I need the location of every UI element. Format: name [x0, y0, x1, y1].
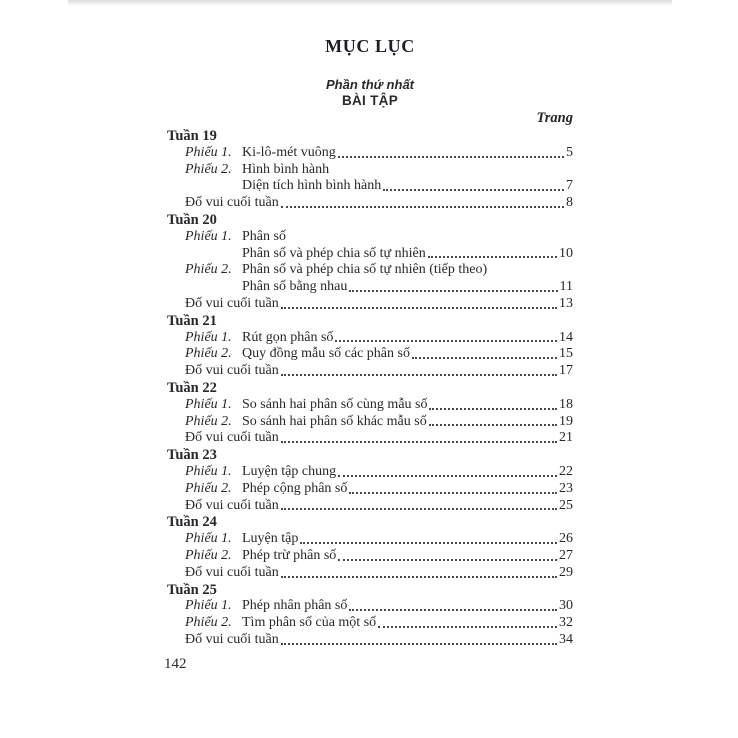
dot-leader — [429, 408, 557, 410]
toc-entry-row — [167, 346, 573, 363]
toc-entry-row — [167, 229, 573, 246]
entry-title: Đố vui cuối tuần — [185, 195, 279, 211]
dot-leader — [338, 559, 557, 561]
dot-leader — [338, 156, 564, 158]
entry-title: Phép nhân phân số — [242, 598, 348, 614]
entry-title: Phân số — [242, 228, 286, 244]
entry-title: Đố vui cuối tuần — [185, 295, 279, 311]
page-number: 21 — [559, 430, 573, 446]
entry-title: Đố vui cuối tuần — [185, 430, 279, 446]
toc-entry-row — [167, 464, 573, 481]
entry-title: Phép trừ phân số — [242, 547, 337, 563]
toc-entry-row — [167, 262, 573, 279]
toc-continuation-row — [167, 246, 573, 263]
toc-entry-row — [167, 162, 573, 179]
toc-week-heading — [167, 212, 573, 229]
toc-week-heading — [167, 128, 573, 145]
week-label: Tuần 21 — [167, 312, 217, 329]
dot-leader — [281, 643, 557, 645]
toc-week-heading — [167, 514, 573, 531]
page-title: MỤC LỤC — [325, 36, 415, 56]
page-number: 18 — [559, 396, 573, 412]
toc-entry-row — [167, 598, 573, 615]
entry-label: Phiếu 1. — [185, 144, 232, 160]
toc-list — [167, 128, 573, 649]
page-number: 32 — [559, 615, 573, 631]
dot-leader — [281, 307, 557, 309]
page-number: 14 — [559, 329, 573, 345]
toc-entry-row — [167, 397, 573, 414]
dot-leader — [349, 609, 557, 611]
entry-label: Phiếu 2. — [185, 480, 232, 496]
entry-label: Phiếu 2. — [185, 262, 232, 278]
toc-quiz-row — [167, 195, 573, 212]
entry-label: Phiếu 1. — [185, 228, 232, 244]
toc-quiz-row — [167, 498, 573, 515]
toc-entry-row — [167, 548, 573, 565]
dot-leader — [378, 626, 557, 628]
week-label: Tuần 19 — [167, 128, 217, 144]
entry-label: Phiếu 2. — [185, 413, 232, 429]
toc-continuation-row — [167, 279, 573, 296]
dot-leader — [383, 189, 564, 191]
dot-leader — [349, 492, 557, 494]
entry-title: Luyện tập — [242, 531, 299, 547]
folio-page-number: 142 — [164, 656, 187, 672]
entry-title: Phân số và phép chia số tự nhiên (tiếp theo) — [242, 262, 488, 278]
dot-leader — [335, 340, 557, 342]
part-label: Phần thứ nhất — [326, 77, 414, 92]
page-number: 8 — [566, 195, 573, 211]
page-number: 17 — [559, 363, 573, 379]
entry-title: So sánh hai phân số cùng mẫu số — [242, 396, 428, 412]
entry-title: Rút gọn phân số — [242, 329, 334, 345]
entry-title: Ki-lô-mét vuông — [242, 144, 336, 160]
toc-week-heading — [167, 582, 573, 599]
page-column-header: Trang — [536, 110, 573, 126]
dot-leader — [428, 256, 557, 258]
entry-title: Đố vui cuối tuần — [185, 564, 279, 580]
toc-quiz-row — [167, 430, 573, 447]
entry-label: Phiếu 2. — [185, 161, 232, 177]
entry-title: Hình bình hành — [242, 161, 330, 177]
toc-quiz-row — [167, 363, 573, 380]
toc-entry-row — [167, 531, 573, 548]
entry-title: Phép cộng phân số — [242, 480, 348, 496]
toc-week-heading — [167, 447, 573, 464]
week-label: Tuần 25 — [167, 581, 217, 598]
dot-leader — [281, 206, 564, 208]
entry-label: Phiếu 2. — [185, 615, 232, 631]
page-number: 10 — [559, 245, 573, 261]
dot-leader — [281, 576, 557, 578]
toc-week-heading — [167, 313, 573, 330]
entry-title: Diện tích hình bình hành — [242, 178, 382, 194]
dot-leader — [281, 374, 557, 376]
toc-entry-row — [167, 481, 573, 498]
page-number: 11 — [559, 279, 573, 295]
toc-quiz-row — [167, 632, 573, 649]
week-label: Tuần 22 — [167, 379, 217, 396]
toc-entry-row — [167, 615, 573, 632]
entry-title: So sánh hai phân số khác mẫu số — [242, 413, 427, 429]
week-label: Tuần 23 — [167, 447, 217, 464]
toc-entry-row — [167, 145, 573, 162]
toc-continuation-row — [167, 178, 573, 195]
dot-leader — [281, 441, 557, 443]
toc-entry-row — [167, 330, 573, 347]
dot-leader — [349, 290, 557, 292]
dot-leader — [300, 542, 557, 544]
page-number: 29 — [559, 564, 573, 580]
entry-title: Tìm phân số của một số — [242, 615, 377, 631]
entry-title: Luyện tập chung — [242, 463, 337, 479]
page-number: 25 — [559, 497, 573, 513]
dot-leader — [429, 424, 557, 426]
entry-label: Phiếu 1. — [185, 598, 232, 614]
page-number: 19 — [559, 413, 573, 429]
entry-label: Phiếu 2. — [185, 346, 232, 362]
entry-label: Phiếu 2. — [185, 547, 232, 563]
toc-week-heading — [167, 380, 573, 397]
page-number: 27 — [559, 547, 573, 563]
toc-quiz-row — [167, 296, 573, 313]
entry-label: Phiếu 1. — [185, 531, 232, 547]
page-number: 26 — [559, 531, 573, 547]
page-number: 34 — [559, 631, 573, 647]
toc-entry-row — [167, 414, 573, 431]
dot-leader — [338, 475, 557, 477]
toc-quiz-row — [167, 565, 573, 582]
entry-title: Đố vui cuối tuần — [185, 363, 279, 379]
page-number: 23 — [559, 480, 573, 496]
toc-content — [167, 0, 573, 738]
part-title: BÀI TẬP — [341, 93, 399, 108]
page-number: 30 — [559, 598, 573, 614]
week-label: Tuần 24 — [167, 514, 217, 531]
dot-leader — [412, 357, 557, 359]
entry-label: Phiếu 1. — [185, 329, 232, 345]
page-number: 13 — [559, 295, 573, 311]
entry-title: Đố vui cuối tuần — [185, 631, 279, 647]
entry-title: Phân số bằng nhau — [242, 279, 348, 295]
page-number: 15 — [559, 346, 573, 362]
entry-title: Quy đồng mẫu số các phân số — [242, 346, 410, 362]
entry-label: Phiếu 1. — [185, 396, 232, 412]
entry-title: Đố vui cuối tuần — [185, 497, 279, 513]
week-label: Tuần 20 — [167, 211, 217, 228]
dot-leader — [281, 508, 557, 510]
page-number: 5 — [566, 144, 573, 160]
page-number: 7 — [566, 178, 573, 194]
page-number: 22 — [559, 463, 573, 479]
entry-title: Phân số và phép chia số tự nhiên — [242, 245, 426, 261]
entry-label: Phiếu 1. — [185, 463, 232, 479]
